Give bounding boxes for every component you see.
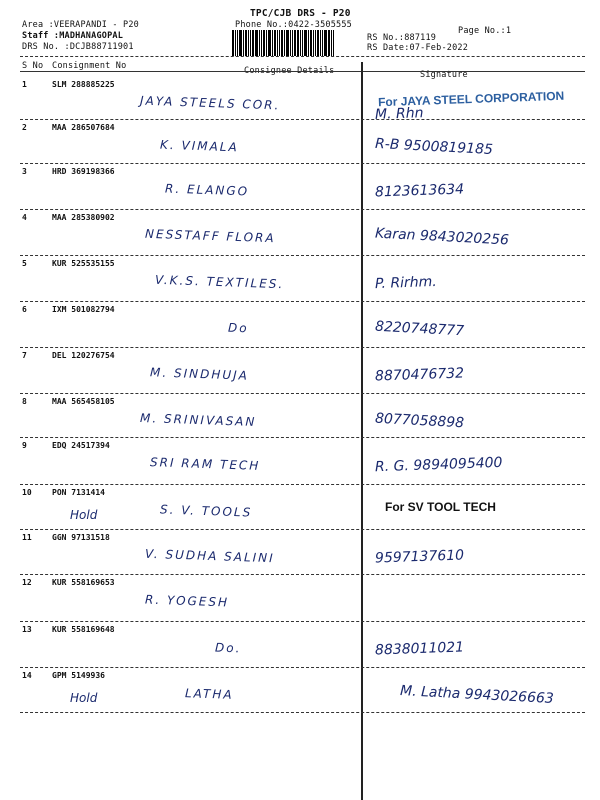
column-sno: S No <box>22 61 44 71</box>
recipient-signature: 9597137610 <box>374 547 465 567</box>
row-serial-number: 11 <box>22 533 32 542</box>
row-separator <box>20 347 585 348</box>
consignee-name: M. SRINIVASAN <box>139 410 257 430</box>
consignment-number: KUR 558169648 <box>52 625 115 634</box>
row-serial-number: 14 <box>22 671 32 680</box>
row-serial-number: 6 <box>22 305 27 314</box>
row-separator <box>20 119 585 120</box>
consignee-name: Do <box>227 320 249 336</box>
recipient-signature: Karan 9843020256 <box>374 225 510 249</box>
consignment-number: EDQ 24517394 <box>52 441 110 450</box>
consignee-name: V.K.S. TEXTILES. <box>154 272 285 292</box>
recipient-signature: R-B 9500819185 <box>374 135 494 159</box>
handwritten-note: Hold <box>70 691 98 705</box>
row-serial-number: 5 <box>22 259 27 268</box>
consignee-name: Do. <box>214 640 242 656</box>
drs-number: DRS No. :DCJB88711901 <box>22 42 134 52</box>
consignee-name: LATHA <box>184 686 234 702</box>
consignee-name: NESSTAFF FLORA <box>144 226 276 246</box>
barcode <box>232 30 352 56</box>
consignment-number: KUR 525535155 <box>52 259 115 268</box>
consignment-number: GGN 97131518 <box>52 533 110 542</box>
row-serial-number: 13 <box>22 625 32 634</box>
column-signature: Signature <box>420 70 468 80</box>
row-separator <box>20 529 585 530</box>
consignee-name: V. SUDHA SALINI <box>144 546 275 566</box>
row-separator <box>20 255 585 256</box>
consignee-name: S. V. TOOLS <box>159 502 253 520</box>
consignee-name: R. YOGESH <box>144 592 230 610</box>
row-separator <box>20 163 585 164</box>
row-separator <box>20 437 585 438</box>
row-separator <box>20 621 585 622</box>
column-divider <box>361 62 363 800</box>
row-separator <box>20 667 585 668</box>
consignment-number: KUR 558169653 <box>52 578 115 587</box>
company-stamp: For JAYA STEEL CORPORATION <box>377 88 565 110</box>
staff-label: Staff :MADHANAGOPAL <box>22 31 124 41</box>
consignment-number: SLM 288885225 <box>52 80 115 89</box>
document-title: TPC/CJB DRS - P20 <box>250 8 351 19</box>
consignee-name: JAYA STEELS COR. <box>139 93 281 113</box>
header-top-rule <box>20 56 585 57</box>
page-number: Page No.:1 <box>458 26 512 36</box>
row-serial-number: 4 <box>22 213 27 222</box>
row-separator <box>20 712 585 713</box>
consignment-number: IXM 501082794 <box>52 305 115 314</box>
consignee-name: M. SINDHUJA <box>149 365 250 383</box>
recipient-signature: 8838011021 <box>374 639 465 659</box>
consignment-number: MAA 286507684 <box>52 123 115 132</box>
consignment-number: MAA 285380902 <box>52 213 115 222</box>
column-consignee: Consignee Details <box>244 66 335 76</box>
consignment-number: MAA 565458105 <box>52 397 115 406</box>
column-consignment: Consignment No <box>52 61 127 71</box>
row-separator <box>20 574 585 575</box>
rs-date: RS Date:07-Feb-2022 <box>367 43 469 53</box>
consignee-name: K. VIMALA <box>159 137 239 155</box>
rs-number: RS No.:887119 <box>367 33 437 43</box>
row-serial-number: 7 <box>22 351 27 360</box>
recipient-signature: R. G. 9894095400 <box>374 454 503 476</box>
consignee-name: R. ELANGO <box>164 181 250 199</box>
area-label: Area :VEERAPANDI - P20 <box>22 20 139 30</box>
phone-number: Phone No.:0422-3505555 <box>235 20 352 30</box>
consignment-number: HRD 369198366 <box>52 167 115 176</box>
consignment-number: DEL 120276754 <box>52 351 115 360</box>
consignment-number: PON 7131414 <box>52 488 105 497</box>
recipient-signature: 8870476732 <box>374 365 465 385</box>
consignee-name: SRI RAM TECH <box>149 455 261 473</box>
row-serial-number: 3 <box>22 167 27 176</box>
recipient-signature: 8077058898 <box>374 410 465 432</box>
handwritten-note: Hold <box>70 508 98 522</box>
row-serial-number: 9 <box>22 441 27 450</box>
recipient-signature: M. Latha 9943026663 <box>399 682 555 708</box>
row-serial-number: 12 <box>22 578 32 587</box>
row-separator <box>20 209 585 210</box>
row-serial-number: 8 <box>22 397 27 406</box>
row-serial-number: 10 <box>22 488 32 497</box>
recipient-signature: M. Rhn <box>374 105 424 123</box>
recipient-signature: 8220748777 <box>374 318 465 340</box>
row-separator <box>20 301 585 302</box>
consignment-number: GPM 5149936 <box>52 671 105 680</box>
company-stamp: For SV TOOL TECH <box>385 500 496 514</box>
row-separator <box>20 484 585 485</box>
recipient-signature: P. Rirhm. <box>374 273 438 293</box>
row-separator <box>20 393 585 394</box>
row-serial-number: 2 <box>22 123 27 132</box>
recipient-signature: 8123613634 <box>374 181 465 201</box>
row-serial-number: 1 <box>22 80 27 89</box>
header-bottom-rule <box>20 71 585 72</box>
